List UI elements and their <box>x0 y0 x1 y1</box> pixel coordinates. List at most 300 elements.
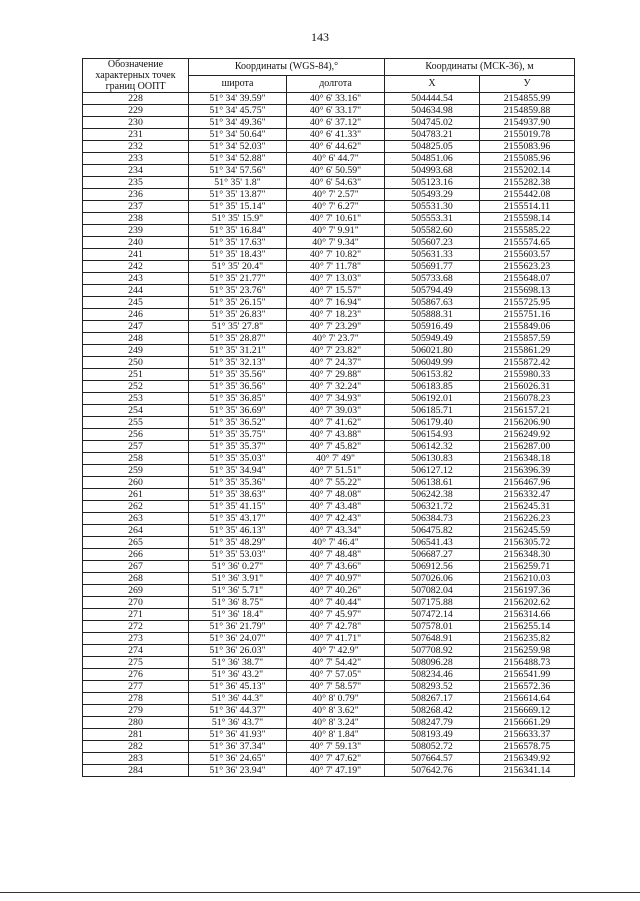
header-longitude: долгота <box>287 76 385 93</box>
point-number: 261 <box>83 489 189 501</box>
table-row <box>83 285 575 297</box>
table-row <box>83 237 575 249</box>
table-row <box>83 105 575 117</box>
point-number: 271 <box>83 609 189 621</box>
x-cell: 506130.83 <box>385 453 480 465</box>
table-row <box>83 561 575 573</box>
table-row <box>83 585 575 597</box>
x-cell: 505949.49 <box>385 333 480 345</box>
longitude-cell: 40° 7' 54.42" <box>287 657 385 669</box>
x-cell: 504745.02 <box>385 117 480 129</box>
longitude-cell: 40° 7' 57.05" <box>287 669 385 681</box>
x-cell: 507175.88 <box>385 597 480 609</box>
x-cell: 506049.99 <box>385 357 480 369</box>
y-cell: 2155202.14 <box>480 165 575 177</box>
x-cell: 507648.91 <box>385 633 480 645</box>
latitude-cell: 51° 35' 23.76" <box>189 285 287 297</box>
bottom-rule <box>0 892 640 893</box>
point-number: 260 <box>83 477 189 489</box>
x-cell: 506192.01 <box>385 393 480 405</box>
table-row <box>83 177 575 189</box>
table-row <box>83 249 575 261</box>
latitude-cell: 51° 35' 36.69" <box>189 405 287 417</box>
longitude-cell: 40° 7' 39.03" <box>287 405 385 417</box>
point-number: 258 <box>83 453 189 465</box>
page-number: 143 <box>311 30 329 44</box>
point-number: 229 <box>83 105 189 117</box>
point-number: 237 <box>83 201 189 213</box>
point-number: 228 <box>83 93 189 105</box>
point-number: 256 <box>83 429 189 441</box>
longitude-cell: 40° 7' 2.57" <box>287 189 385 201</box>
latitude-cell: 51° 36' 24.07" <box>189 633 287 645</box>
longitude-cell: 40° 7' 13.03" <box>287 273 385 285</box>
y-cell: 2156026.31 <box>480 381 575 393</box>
x-cell: 506021.80 <box>385 345 480 357</box>
table-row <box>83 405 575 417</box>
table-row <box>83 489 575 501</box>
y-cell: 2156541.99 <box>480 669 575 681</box>
point-number: 240 <box>83 237 189 249</box>
x-cell: 504825.05 <box>385 141 480 153</box>
latitude-cell: 51° 34' 50.64" <box>189 129 287 141</box>
longitude-cell: 40° 7' 55.22" <box>287 477 385 489</box>
x-cell: 504783.21 <box>385 129 480 141</box>
x-cell: 504851.06 <box>385 153 480 165</box>
latitude-cell: 51° 34' 52.03" <box>189 141 287 153</box>
longitude-cell: 40° 6' 33.17" <box>287 105 385 117</box>
y-cell: 2155725.95 <box>480 297 575 309</box>
y-cell: 2154859.88 <box>480 105 575 117</box>
latitude-cell: 51° 35' 1.8" <box>189 177 287 189</box>
table-row <box>83 669 575 681</box>
latitude-cell: 51° 34' 52.88" <box>189 153 287 165</box>
y-cell: 2156245.59 <box>480 525 575 537</box>
point-number: 266 <box>83 549 189 561</box>
y-cell: 2156467.96 <box>480 477 575 489</box>
x-cell: 506183.85 <box>385 381 480 393</box>
table-row <box>83 453 575 465</box>
y-cell: 2156332.47 <box>480 489 575 501</box>
table-row <box>83 117 575 129</box>
table-row <box>83 165 575 177</box>
latitude-cell: 51° 36' 44.37" <box>189 705 287 717</box>
latitude-cell: 51° 35' 31.21" <box>189 345 287 357</box>
longitude-cell: 40° 7' 49" <box>287 453 385 465</box>
y-cell: 2156488.73 <box>480 657 575 669</box>
longitude-cell: 40° 7' 6.27" <box>287 201 385 213</box>
y-cell: 2155872.42 <box>480 357 575 369</box>
longitude-cell: 40° 7' 42.43" <box>287 513 385 525</box>
x-cell: 506321.72 <box>385 501 480 513</box>
table-row <box>83 753 575 765</box>
table-row <box>83 261 575 273</box>
latitude-cell: 51° 35' 36.85" <box>189 393 287 405</box>
longitude-cell: 40° 6' 33.16" <box>287 93 385 105</box>
latitude-cell: 51° 35' 53.03" <box>189 549 287 561</box>
longitude-cell: 40° 7' 48.08" <box>287 489 385 501</box>
point-number: 280 <box>83 717 189 729</box>
x-cell: 508268.42 <box>385 705 480 717</box>
x-cell: 507082.04 <box>385 585 480 597</box>
table-row <box>83 381 575 393</box>
x-cell: 505631.33 <box>385 249 480 261</box>
latitude-cell: 51° 36' 43.2" <box>189 669 287 681</box>
longitude-cell: 40° 8' 1.84" <box>287 729 385 741</box>
table-row <box>83 393 575 405</box>
longitude-cell: 40° 7' 24.37" <box>287 357 385 369</box>
x-cell: 505916.49 <box>385 321 480 333</box>
longitude-cell: 40° 7' 42.78" <box>287 621 385 633</box>
x-cell: 506687.27 <box>385 549 480 561</box>
latitude-cell: 51° 35' 35.36" <box>189 477 287 489</box>
longitude-cell: 40° 6' 44.7" <box>287 153 385 165</box>
latitude-cell: 51° 35' 26.15" <box>189 297 287 309</box>
longitude-cell: 40° 7' 10.61" <box>287 213 385 225</box>
point-number: 235 <box>83 177 189 189</box>
table-row <box>83 633 575 645</box>
point-number: 269 <box>83 585 189 597</box>
table-row <box>83 129 575 141</box>
y-cell: 2155857.59 <box>480 333 575 345</box>
x-cell: 508234.46 <box>385 669 480 681</box>
table-row <box>83 333 575 345</box>
latitude-cell: 51° 35' 16.84" <box>189 225 287 237</box>
longitude-cell: 40° 7' 45.82" <box>287 441 385 453</box>
longitude-cell: 40° 8' 3.62" <box>287 705 385 717</box>
x-cell: 508293.52 <box>385 681 480 693</box>
point-number: 275 <box>83 657 189 669</box>
table-row <box>83 525 575 537</box>
longitude-cell: 40° 7' 23.82" <box>287 345 385 357</box>
table-row <box>83 573 575 585</box>
y-cell: 2155648.07 <box>480 273 575 285</box>
latitude-cell: 51° 36' 8.75" <box>189 597 287 609</box>
y-cell: 2156661.29 <box>480 717 575 729</box>
point-number: 243 <box>83 273 189 285</box>
point-number: 267 <box>83 561 189 573</box>
latitude-cell: 51° 36' 45.13" <box>189 681 287 693</box>
longitude-cell: 40° 7' 9.91" <box>287 225 385 237</box>
y-cell: 2155083.96 <box>480 141 575 153</box>
x-cell: 506185.71 <box>385 405 480 417</box>
longitude-cell: 40° 7' 43.34" <box>287 525 385 537</box>
latitude-cell: 51° 36' 23.94" <box>189 765 287 777</box>
latitude-cell: 51° 35' 43.17" <box>189 513 287 525</box>
point-number: 281 <box>83 729 189 741</box>
table-row <box>83 549 575 561</box>
latitude-cell: 51° 35' 17.63" <box>189 237 287 249</box>
table-row <box>83 141 575 153</box>
latitude-cell: 51° 36' 24.65" <box>189 753 287 765</box>
x-cell: 507664.57 <box>385 753 480 765</box>
latitude-cell: 51° 35' 15.14" <box>189 201 287 213</box>
longitude-cell: 40° 7' 11.78" <box>287 261 385 273</box>
longitude-cell: 40° 7' 46.4" <box>287 537 385 549</box>
y-cell: 2156226.23 <box>480 513 575 525</box>
y-cell: 2156349.92 <box>480 753 575 765</box>
x-cell: 505607.23 <box>385 237 480 249</box>
longitude-cell: 40° 7' 58.57" <box>287 681 385 693</box>
latitude-cell: 51° 35' 48.29" <box>189 537 287 549</box>
longitude-cell: 40° 7' 51.51" <box>287 465 385 477</box>
x-cell: 505582.60 <box>385 225 480 237</box>
x-cell: 505531.30 <box>385 201 480 213</box>
latitude-cell: 51° 35' 27.8" <box>189 321 287 333</box>
y-cell: 2155085.96 <box>480 153 575 165</box>
table-row <box>83 93 575 105</box>
latitude-cell: 51° 36' 5.71" <box>189 585 287 597</box>
latitude-cell: 51° 34' 49.36" <box>189 117 287 129</box>
x-cell: 507642.76 <box>385 765 480 777</box>
y-cell: 2155282.38 <box>480 177 575 189</box>
point-number: 276 <box>83 669 189 681</box>
longitude-cell: 40° 7' 47.19" <box>287 765 385 777</box>
longitude-cell: 40° 7' 40.97" <box>287 573 385 585</box>
point-number: 245 <box>83 297 189 309</box>
longitude-cell: 40° 7' 59.13" <box>287 741 385 753</box>
y-cell: 2155019.78 <box>480 129 575 141</box>
table-row <box>83 309 575 321</box>
latitude-cell: 51° 36' 43.7" <box>189 717 287 729</box>
y-cell: 2155603.57 <box>480 249 575 261</box>
longitude-cell: 40° 7' 48.48" <box>287 549 385 561</box>
longitude-cell: 40° 8' 3.24" <box>287 717 385 729</box>
table-row <box>83 597 575 609</box>
y-cell: 2156633.37 <box>480 729 575 741</box>
latitude-cell: 51° 35' 15.9" <box>189 213 287 225</box>
y-cell: 2156245.31 <box>480 501 575 513</box>
x-cell: 506912.56 <box>385 561 480 573</box>
latitude-cell: 51° 35' 35.75" <box>189 429 287 441</box>
latitude-cell: 51° 34' 45.75" <box>189 105 287 117</box>
y-cell: 2155980.33 <box>480 369 575 381</box>
y-cell: 2156206.90 <box>480 417 575 429</box>
y-cell: 2154855.99 <box>480 93 575 105</box>
latitude-cell: 51° 36' 3.91" <box>189 573 287 585</box>
table-row <box>83 717 575 729</box>
point-number: 242 <box>83 261 189 273</box>
point-number: 284 <box>83 765 189 777</box>
table-row <box>83 645 575 657</box>
table-body <box>83 93 575 777</box>
y-cell: 2156078.23 <box>480 393 575 405</box>
y-cell: 2156197.36 <box>480 585 575 597</box>
point-number: 283 <box>83 753 189 765</box>
x-cell: 507578.01 <box>385 621 480 633</box>
point-number: 246 <box>83 309 189 321</box>
longitude-cell: 40° 7' 42.9" <box>287 645 385 657</box>
table-row <box>83 465 575 477</box>
header-wgs84: Координаты (WGS-84),° <box>189 59 385 76</box>
y-cell: 2156396.39 <box>480 465 575 477</box>
table-row <box>83 741 575 753</box>
x-cell: 508193.49 <box>385 729 480 741</box>
table-header <box>83 59 575 93</box>
point-number: 277 <box>83 681 189 693</box>
point-number: 279 <box>83 705 189 717</box>
latitude-cell: 51° 36' 38.7" <box>189 657 287 669</box>
x-cell: 506475.82 <box>385 525 480 537</box>
y-cell: 2155442.08 <box>480 189 575 201</box>
latitude-cell: 51° 34' 39.59" <box>189 93 287 105</box>
latitude-cell: 51° 36' 44.3" <box>189 693 287 705</box>
table-row <box>83 321 575 333</box>
header-x: X <box>385 76 480 93</box>
latitude-cell: 51° 35' 38.63" <box>189 489 287 501</box>
longitude-cell: 40° 6' 50.59" <box>287 165 385 177</box>
coordinates-table <box>82 58 575 777</box>
x-cell: 504993.68 <box>385 165 480 177</box>
x-cell: 508267.17 <box>385 693 480 705</box>
table-row <box>83 225 575 237</box>
latitude-cell: 51° 35' 32.13" <box>189 357 287 369</box>
longitude-cell: 40° 7' 23.29" <box>287 321 385 333</box>
x-cell: 506127.12 <box>385 465 480 477</box>
point-number: 250 <box>83 357 189 369</box>
table-row <box>83 429 575 441</box>
latitude-cell: 51° 34' 57.56" <box>189 165 287 177</box>
latitude-cell: 51° 35' 26.83" <box>189 309 287 321</box>
latitude-cell: 51° 36' 26.03" <box>189 645 287 657</box>
y-cell: 2155698.13 <box>480 285 575 297</box>
y-cell: 2155514.11 <box>480 201 575 213</box>
y-cell: 2155585.22 <box>480 225 575 237</box>
header-latitude: широта <box>189 76 287 93</box>
latitude-cell: 51° 35' 46.13" <box>189 525 287 537</box>
table-row <box>83 537 575 549</box>
table-row <box>83 693 575 705</box>
y-cell: 2155598.14 <box>480 213 575 225</box>
point-number: 282 <box>83 741 189 753</box>
y-cell: 2156259.71 <box>480 561 575 573</box>
longitude-cell: 40° 7' 32.24" <box>287 381 385 393</box>
point-number: 249 <box>83 345 189 357</box>
longitude-cell: 40° 6' 41.33" <box>287 129 385 141</box>
latitude-cell: 51° 35' 35.03" <box>189 453 287 465</box>
y-cell: 2154937.90 <box>480 117 575 129</box>
latitude-cell: 51° 35' 35.37" <box>189 441 287 453</box>
x-cell: 506242.38 <box>385 489 480 501</box>
longitude-cell: 40° 8' 0.79" <box>287 693 385 705</box>
point-number: 236 <box>83 189 189 201</box>
table-row <box>83 441 575 453</box>
x-cell: 508247.79 <box>385 717 480 729</box>
latitude-cell: 51° 35' 21.77" <box>189 273 287 285</box>
longitude-cell: 40° 7' 43.88" <box>287 429 385 441</box>
x-cell: 507026.06 <box>385 573 480 585</box>
table-row <box>83 621 575 633</box>
latitude-cell: 51° 36' 21.79" <box>189 621 287 633</box>
longitude-cell: 40° 7' 23.7" <box>287 333 385 345</box>
table-row <box>83 357 575 369</box>
longitude-cell: 40° 7' 45.97" <box>287 609 385 621</box>
longitude-cell: 40° 6' 44.62" <box>287 141 385 153</box>
latitude-cell: 51° 35' 28.87" <box>189 333 287 345</box>
point-number: 264 <box>83 525 189 537</box>
table-row <box>83 201 575 213</box>
point-number: 259 <box>83 465 189 477</box>
longitude-cell: 40° 7' 10.82" <box>287 249 385 261</box>
x-cell: 505553.31 <box>385 213 480 225</box>
y-cell: 2156157.21 <box>480 405 575 417</box>
point-number: 255 <box>83 417 189 429</box>
latitude-cell: 51° 36' 41.93" <box>189 729 287 741</box>
point-number: 251 <box>83 369 189 381</box>
table-row <box>83 501 575 513</box>
x-cell: 504634.98 <box>385 105 480 117</box>
longitude-cell: 40° 7' 43.66" <box>287 561 385 573</box>
point-number: 230 <box>83 117 189 129</box>
longitude-cell: 40° 7' 29.88" <box>287 369 385 381</box>
y-cell: 2156259.98 <box>480 645 575 657</box>
table-row <box>83 681 575 693</box>
y-cell: 2156341.14 <box>480 765 575 777</box>
point-number: 263 <box>83 513 189 525</box>
longitude-cell: 40° 7' 41.71" <box>287 633 385 645</box>
y-cell: 2156210.03 <box>480 573 575 585</box>
x-cell: 504444.54 <box>385 93 480 105</box>
longitude-cell: 40° 7' 40.44" <box>287 597 385 609</box>
point-number: 254 <box>83 405 189 417</box>
x-cell: 506179.40 <box>385 417 480 429</box>
point-number: 241 <box>83 249 189 261</box>
x-cell: 505794.49 <box>385 285 480 297</box>
x-cell: 506384.73 <box>385 513 480 525</box>
x-cell: 505733.68 <box>385 273 480 285</box>
longitude-cell: 40° 7' 47.62" <box>287 753 385 765</box>
table-row <box>83 729 575 741</box>
table-row <box>83 765 575 777</box>
longitude-cell: 40° 6' 37.12" <box>287 117 385 129</box>
y-cell: 2156202.62 <box>480 597 575 609</box>
point-number: 278 <box>83 693 189 705</box>
longitude-cell: 40° 6' 54.63" <box>287 177 385 189</box>
latitude-cell: 51° 36' 0.27" <box>189 561 287 573</box>
header-designation: Обозначение характерных точек границ ООПТ <box>83 59 189 93</box>
latitude-cell: 51° 35' 36.56" <box>189 381 287 393</box>
y-cell: 2156287.00 <box>480 441 575 453</box>
longitude-cell: 40° 7' 18.23" <box>287 309 385 321</box>
x-cell: 505867.63 <box>385 297 480 309</box>
longitude-cell: 40° 7' 34.93" <box>287 393 385 405</box>
x-cell: 505493.29 <box>385 189 480 201</box>
table-row <box>83 417 575 429</box>
table-row <box>83 273 575 285</box>
x-cell: 505888.31 <box>385 309 480 321</box>
latitude-cell: 51° 36' 18.4" <box>189 609 287 621</box>
y-cell: 2155849.06 <box>480 321 575 333</box>
table-row <box>83 189 575 201</box>
y-cell: 2156249.92 <box>480 429 575 441</box>
latitude-cell: 51° 35' 13.87" <box>189 189 287 201</box>
longitude-cell: 40° 7' 43.48" <box>287 501 385 513</box>
point-number: 253 <box>83 393 189 405</box>
y-cell: 2156572.36 <box>480 681 575 693</box>
y-cell: 2155861.29 <box>480 345 575 357</box>
latitude-cell: 51° 35' 41.15" <box>189 501 287 513</box>
point-number: 268 <box>83 573 189 585</box>
y-cell: 2156348.18 <box>480 453 575 465</box>
header-y: У <box>480 76 575 93</box>
point-number: 233 <box>83 153 189 165</box>
x-cell: 507708.92 <box>385 645 480 657</box>
point-number: 239 <box>83 225 189 237</box>
y-cell: 2156314.66 <box>480 609 575 621</box>
x-cell: 508096.28 <box>385 657 480 669</box>
table-row <box>83 345 575 357</box>
longitude-cell: 40° 7' 16.94" <box>287 297 385 309</box>
